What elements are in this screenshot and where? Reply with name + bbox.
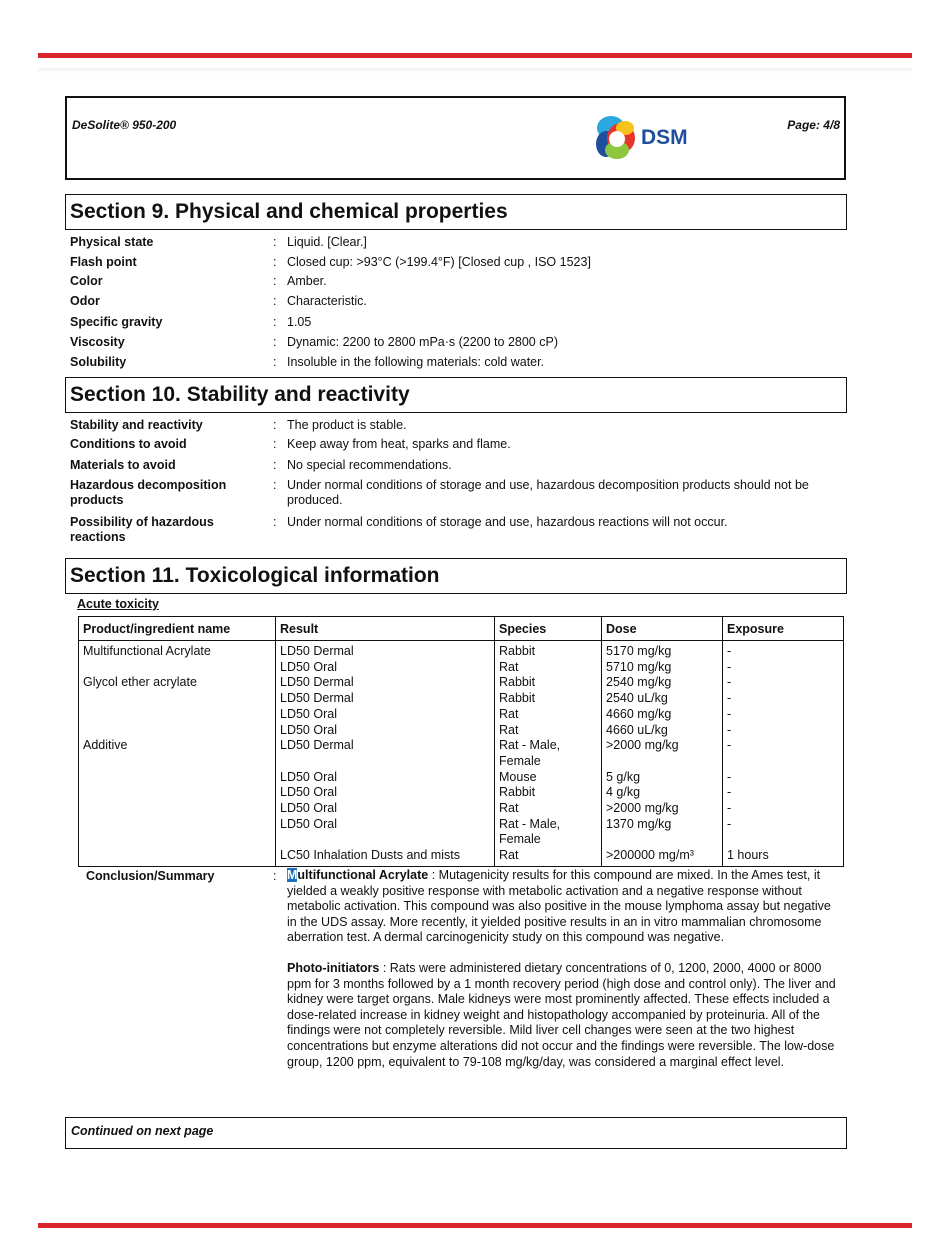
property-label: Materials to avoid [70,458,176,472]
section-9-title: Section 9. Physical and chemical properties [65,194,847,230]
property-value: Dynamic: 2200 to 2800 mPa·s (2200 to 2800 cP) [287,335,558,349]
colon: : [273,869,277,883]
table-cell: Rabbit Rat [495,641,602,676]
property-value: Under normal conditions of storage and use, hazardous decomposition products should not be produced. [287,478,809,507]
table-row [79,675,844,738]
property-label: Viscosity [70,335,125,349]
top-red-bar [38,53,912,58]
section-10-title: Section 10. Stability and reactivity [65,377,847,413]
conclusion-paragraph [287,868,843,946]
property-label: Physical state [70,235,154,249]
property-value: Amber. [287,274,327,288]
property-label: Flash point [70,255,137,269]
column-header: Product/ingredient name [79,617,276,641]
property-value: Characteristic. [287,294,367,308]
paragraph-lead-rest: ultifunctional Acrylate [297,868,429,882]
property-label: Solubility [70,355,127,369]
colon: : [273,418,277,432]
paragraph-lead: Photo-initiators [287,960,380,975]
section-11-title: Section 11. Toxicological information [65,558,847,594]
colon: : [273,355,277,369]
acute-toxicity-table [78,616,844,867]
property-label: Possibility of hazardous reactions [70,515,214,544]
table-cell: - - - - [723,675,844,738]
colon: : [273,458,277,472]
colon: : [273,294,277,308]
conclusion-paragraph [287,961,843,1070]
conclusion-text [287,868,843,1085]
table-cell: - - - - - 1 hours [723,738,844,866]
property-label: Conditions to avoid [70,437,187,451]
page-number: Page: 4/8 [787,118,840,132]
table-cell: Multifunctional Acrylate [79,641,276,676]
continued-note: Continued on next page [71,1124,214,1138]
selection-highlight: M [287,868,298,882]
colon: : [273,274,277,288]
property-value: The product is stable. [287,418,407,432]
table-cell: LD50 Dermal LD50 Oral [276,641,495,676]
column-header: Result [276,617,495,641]
top-divider-shadow [38,68,912,74]
property-value: Insoluble in the following materials: cold water. [287,355,545,369]
property-label: Odor [70,294,100,308]
table-row [79,641,844,676]
property-value: Liquid. [Clear.] [287,235,367,249]
property-label: Specific gravity [70,315,163,329]
table-cell: Glycol ether acrylate [79,675,276,738]
dsm-logo [595,114,688,162]
property-label: Color [70,274,103,288]
property-value: 1.05 [287,315,312,329]
colon: : [273,315,277,329]
colon: : [273,478,277,492]
table-header-row [79,617,844,641]
property-label: Hazardous decomposition products [70,478,227,507]
property-value: Keep away from heat, sparks and flame. [287,437,511,451]
table-cell: Additive [79,738,276,866]
product-name: DeSolite® 950-200 [72,118,177,132]
table-cell: LD50 Dermal LD50 Dermal LD50 Oral LD50 Oral [276,675,495,738]
table-cell: - - [723,641,844,676]
acute-toxicity-heading: Acute toxicity [77,597,159,611]
table-row [79,738,844,866]
table-cell: Rat - Male, Female Mouse Rabbit Rat Rat - Male, Female Rat [495,738,602,866]
property-value: Under normal conditions of storage and use, hazardous reactions will not occur. [287,515,728,529]
column-header: Exposure [723,617,844,641]
paragraph-body: : Rats were administered dietary concentrations of 0, 1200, 2000, 4000 or 8000 ppm for 3 months followed by a 1 month recovery period (high dose and control only). The liver and kidney were target organs. Male kidneys were most prominently affected. These effects included a dose-related increase in kidney weight and histopathology accompanied by proteinuria. All of the findings were not completely reversible. Mild liver cell changes were seen at the two highest concentrations but enzyme alterations did not occur and the findings were reversible. The low-dose group, 1200 ppm, equivalent to 79-108 mg/kg/day, was considered a marginal effect level. [287,960,836,1069]
page-footer [65,1117,847,1149]
page-header [65,96,846,180]
table-cell: 5170 mg/kg 5710 mg/kg [602,641,723,676]
conclusion-label: Conclusion/Summary [86,869,215,883]
colon: : [273,515,277,529]
table-cell: Rabbit Rabbit Rat Rat [495,675,602,738]
dsm-logo-icon [595,114,639,162]
paragraph-lead [287,868,428,882]
table-cell: LD50 Dermal LD50 Oral LD50 Oral LD50 Oral LD50 Oral LC50 Inhalation Dusts and mists [276,738,495,866]
paragraph-body: : Mutagenicity results for this compound are mixed. In the Ames test, it yielded a weakly positive response with metabolic activation and a negative response without metabolic activation. This compound was also positive in the mouse lymphoma assay but negative in the UDS assay. More recently, it yielded positive results in an in vitro mammalian chromosome aberration test. A dermal carcinogenicity study on this compound was negative. [287,868,831,945]
colon: : [273,437,277,451]
dsm-logo-text: DSM [641,126,688,149]
colon: : [273,255,277,269]
bottom-red-bar [38,1223,912,1228]
colon: : [273,235,277,249]
property-label: Stability and reactivity [70,418,203,432]
table-cell: 2540 mg/kg 2540 uL/kg 4660 mg/kg 4660 uL/kg [602,675,723,738]
property-value: No special recommendations. [287,458,452,472]
column-header: Species [495,617,602,641]
property-value: Closed cup: >93°C (>199.4°F) [Closed cup , ISO 1523] [287,255,591,269]
column-header: Dose [602,617,723,641]
colon: : [273,335,277,349]
table-cell: >2000 mg/kg 5 g/kg 4 g/kg >2000 mg/kg 1370 mg/kg >200000 mg/m³ [602,738,723,866]
